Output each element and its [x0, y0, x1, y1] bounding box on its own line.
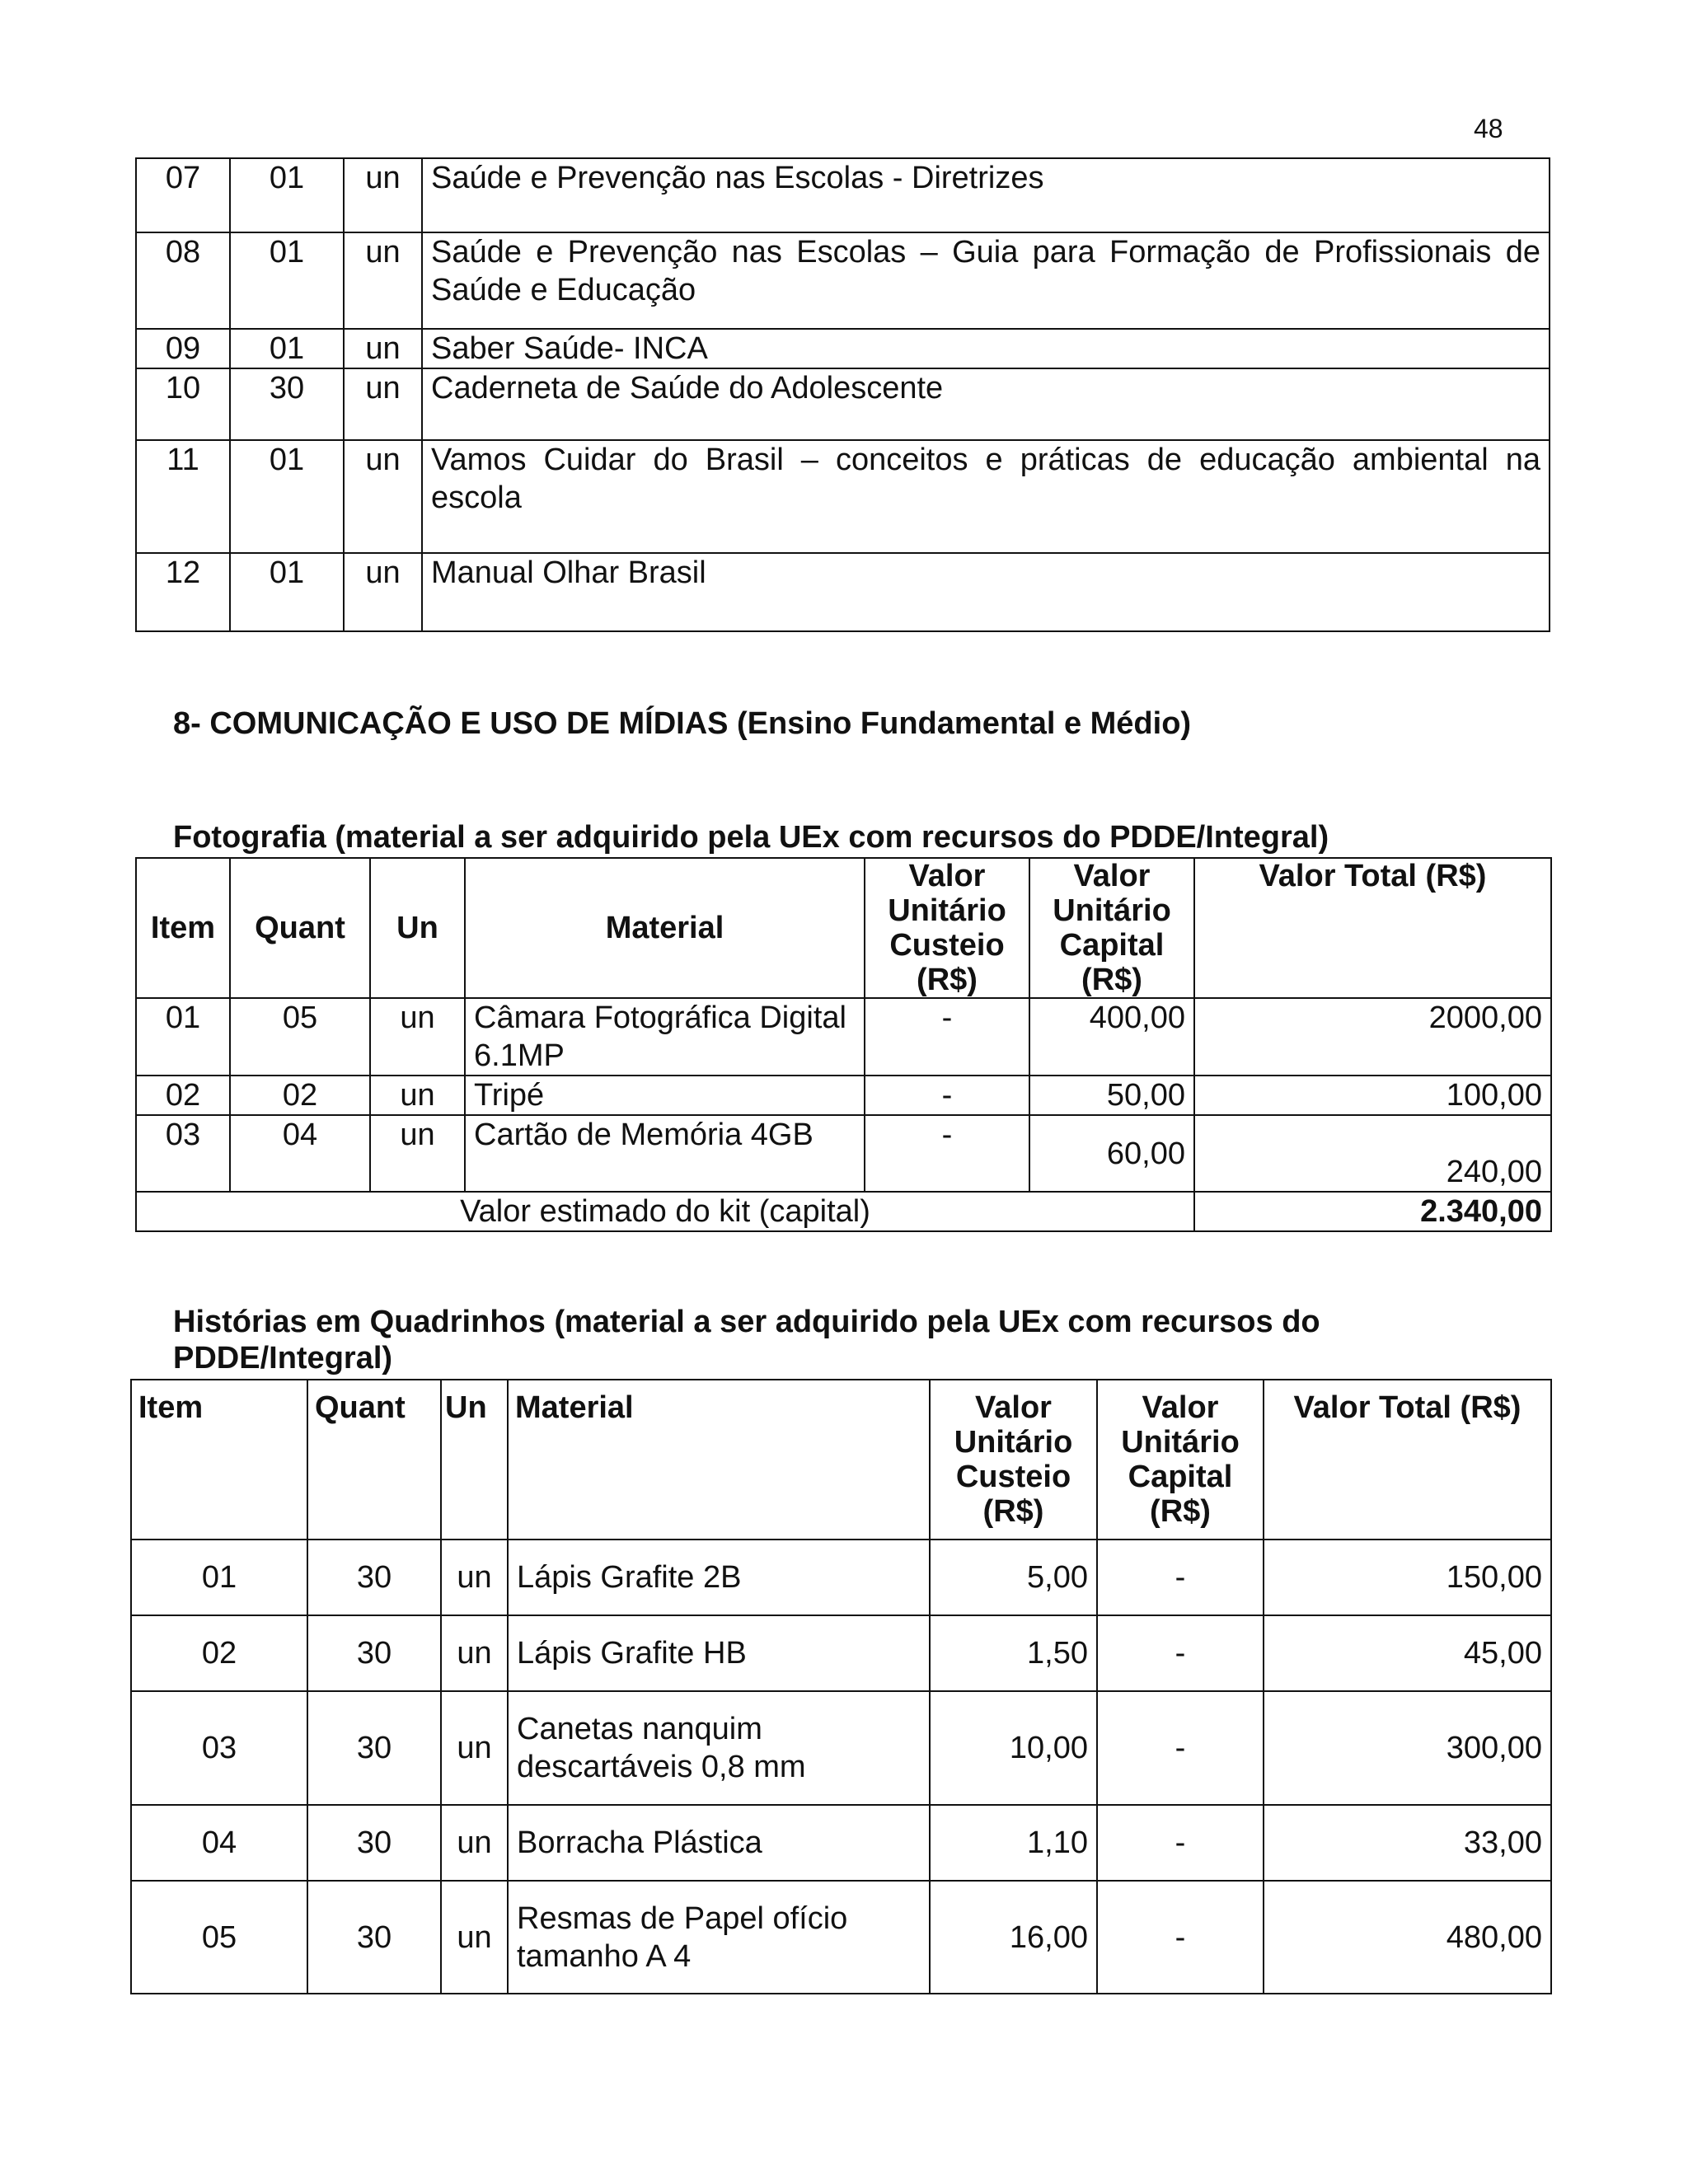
material-cell: Lápis Grafite 2B: [508, 1540, 930, 1615]
header-custeio: Valor Unitário Custeio (R$): [930, 1380, 1097, 1540]
quadrinhos-table: [130, 1379, 1552, 1994]
capital-cell: 50,00: [1029, 1076, 1194, 1115]
item-cell: 03: [136, 1115, 230, 1192]
custeio-cell: 1,50: [930, 1615, 1097, 1691]
item-cell: 08: [136, 232, 230, 329]
table-header-row: [131, 1380, 1551, 1540]
item-cell: 09: [136, 329, 230, 368]
table-row: [136, 440, 1550, 553]
total-cell: 480,00: [1264, 1881, 1551, 1994]
header-item: Item: [131, 1380, 307, 1540]
quant-cell: 01: [230, 440, 344, 553]
un-cell: un: [344, 368, 422, 440]
quant-cell: 30: [307, 1805, 441, 1881]
material-cell: Borracha Plástica: [508, 1805, 930, 1881]
table-row: [131, 1805, 1551, 1881]
capital-cell: -: [1097, 1805, 1264, 1881]
table-row: [136, 1115, 1551, 1192]
custeio-cell: -: [865, 1115, 1029, 1192]
header-item: Item: [136, 858, 230, 998]
quant-cell: 02: [230, 1076, 370, 1115]
table-row: [136, 368, 1550, 440]
un-cell: un: [370, 1076, 465, 1115]
material-cell: Saber Saúde- INCA: [422, 329, 1550, 368]
item-cell: 02: [131, 1615, 307, 1691]
capital-cell: -: [1097, 1881, 1264, 1994]
material-cell: Lápis Grafite HB: [508, 1615, 930, 1691]
un-cell: un: [441, 1881, 508, 1994]
table-row: [131, 1691, 1551, 1805]
total-cell: 150,00: [1264, 1540, 1551, 1615]
material-cell: Manual Olhar Brasil: [422, 553, 1550, 631]
total-cell: 45,00: [1264, 1615, 1551, 1691]
un-cell: un: [441, 1691, 508, 1805]
materials-continuation-table: [135, 157, 1550, 632]
table-header-row: [136, 858, 1551, 998]
quant-cell: 01: [230, 158, 344, 232]
quant-cell: 30: [307, 1691, 441, 1805]
table-row: [131, 1540, 1551, 1615]
table-row: [136, 998, 1551, 1076]
material-cell: Resmas de Papel ofício tamanho A 4: [508, 1881, 930, 1994]
item-cell: 01: [131, 1540, 307, 1615]
quant-cell: 01: [230, 329, 344, 368]
table-row: [136, 158, 1550, 232]
item-cell: 02: [136, 1076, 230, 1115]
total-cell: 300,00: [1264, 1691, 1551, 1805]
header-capital: Valor Unitário Capital (R$): [1029, 858, 1194, 998]
table-row: [136, 232, 1550, 329]
capital-cell: -: [1097, 1691, 1264, 1805]
table-row: [136, 329, 1550, 368]
custeio-cell: 5,00: [930, 1540, 1097, 1615]
table-row: [136, 1076, 1551, 1115]
un-cell: un: [344, 553, 422, 631]
quant-cell: 01: [230, 232, 344, 329]
quant-cell: 30: [307, 1540, 441, 1615]
un-cell: un: [344, 329, 422, 368]
header-custeio: Valor Unitário Custeio (R$): [865, 858, 1029, 998]
custeio-cell: -: [865, 998, 1029, 1076]
header-un: Un: [441, 1380, 508, 1540]
un-cell: un: [370, 998, 465, 1076]
quant-cell: 01: [230, 553, 344, 631]
header-material: Material: [508, 1380, 930, 1540]
capital-cell: -: [1097, 1540, 1264, 1615]
un-cell: un: [344, 158, 422, 232]
un-cell: un: [344, 440, 422, 553]
quant-cell: 04: [230, 1115, 370, 1192]
table-row: [131, 1615, 1551, 1691]
item-cell: 04: [131, 1805, 307, 1881]
kit-estimate-label: Valor estimado do kit (capital): [136, 1192, 1194, 1231]
kit-estimate-total: 2.340,00: [1194, 1192, 1551, 1231]
capital-cell: -: [1097, 1615, 1264, 1691]
material-cell: Cartão de Memória 4GB: [465, 1115, 865, 1192]
material-cell: Saúde e Prevenção nas Escolas – Guia para Formação de Profissionais de Saúde e Educação: [422, 232, 1550, 329]
header-un: Un: [370, 858, 465, 998]
material-cell: Câmara Fotográfica Digital 6.1MP: [465, 998, 865, 1076]
item-cell: 11: [136, 440, 230, 553]
quadrinhos-title: Histórias em Quadrinhos (material a ser adquirido pela UEx com recursos do PDDE/Integral): [173, 1305, 1320, 1376]
table-row: [131, 1881, 1551, 1994]
fotografia-table: [135, 857, 1552, 1232]
total-cell: 33,00: [1264, 1805, 1551, 1881]
capital-cell: 60,00: [1029, 1115, 1194, 1192]
page-number: 48: [1474, 114, 1503, 143]
table-footer-row: [136, 1192, 1551, 1231]
un-cell: un: [441, 1615, 508, 1691]
total-cell: 2000,00: [1194, 998, 1551, 1076]
total-cell: 240,00: [1194, 1115, 1551, 1192]
table-row: [136, 553, 1550, 631]
item-cell: 03: [131, 1691, 307, 1805]
item-cell: 07: [136, 158, 230, 232]
un-cell: un: [441, 1540, 508, 1615]
item-cell: 01: [136, 998, 230, 1076]
header-quant: Quant: [230, 858, 370, 998]
section-title: 8- COMUNICAÇÃO E USO DE MÍDIAS (Ensino Fundamental e Médio): [173, 706, 1192, 741]
quant-cell: 30: [307, 1615, 441, 1691]
un-cell: un: [441, 1805, 508, 1881]
total-cell: 100,00: [1194, 1076, 1551, 1115]
custeio-cell: 16,00: [930, 1881, 1097, 1994]
custeio-cell: 1,10: [930, 1805, 1097, 1881]
material-cell: Saúde e Prevenção nas Escolas - Diretrizes: [422, 158, 1550, 232]
material-cell: Canetas nanquim descartáveis 0,8 mm: [508, 1691, 930, 1805]
header-total: Valor Total (R$): [1264, 1380, 1551, 1540]
item-cell: 12: [136, 553, 230, 631]
un-cell: un: [344, 232, 422, 329]
quant-cell: 30: [230, 368, 344, 440]
capital-cell: 400,00: [1029, 998, 1194, 1076]
header-quant: Quant: [307, 1380, 441, 1540]
header-capital: Valor Unitário Capital (R$): [1097, 1380, 1264, 1540]
quant-cell: 05: [230, 998, 370, 1076]
custeio-cell: 10,00: [930, 1691, 1097, 1805]
custeio-cell: -: [865, 1076, 1029, 1115]
material-cell: Caderneta de Saúde do Adolescente: [422, 368, 1550, 440]
header-total: Valor Total (R$): [1194, 858, 1551, 998]
header-material: Material: [465, 858, 865, 998]
material-cell: Vamos Cuidar do Brasil – conceitos e práticas de educação ambiental na escola: [422, 440, 1550, 553]
material-cell: Tripé: [465, 1076, 865, 1115]
quant-cell: 30: [307, 1881, 441, 1994]
fotografia-title: Fotografia (material a ser adquirido pela UEx com recursos do PDDE/Integral): [173, 820, 1329, 855]
item-cell: 10: [136, 368, 230, 440]
item-cell: 05: [131, 1881, 307, 1994]
un-cell: un: [370, 1115, 465, 1192]
